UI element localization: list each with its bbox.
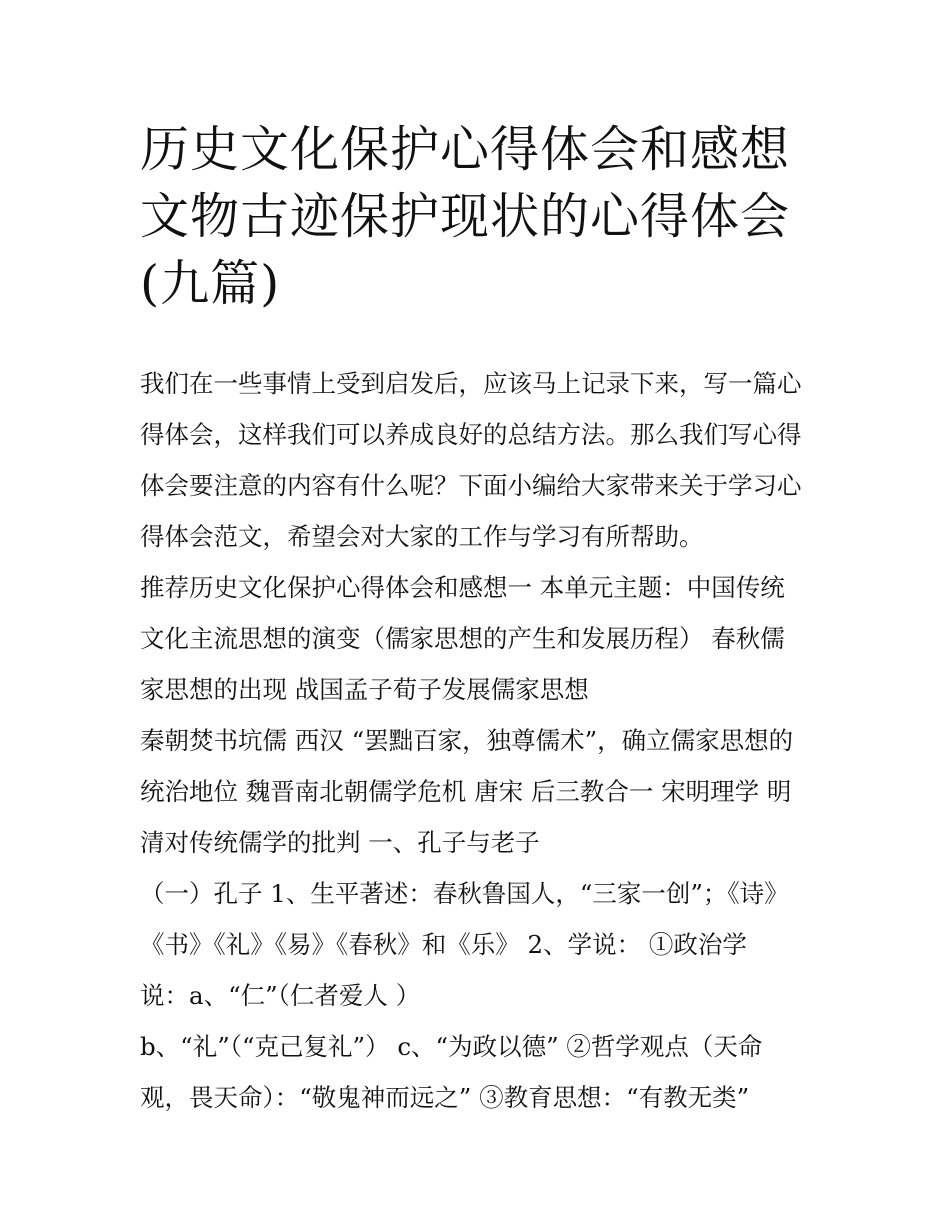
- body-line: 得体会范文，希望会对大家的工作与学习有所帮助。: [140, 522, 704, 551]
- body-line: 观，畏天命）：“敬鬼神而远之” ③教育思想：“有教无类”: [140, 1083, 750, 1112]
- title-line-1: 历史文化保护心得体会和感想: [140, 121, 791, 178]
- body-line: 体会要注意的内容有什么呢？下面小编给大家带来关于学习心: [140, 471, 802, 500]
- document-title: [140, 116, 820, 317]
- body-line: （一）孔子 1、生平著述：春秋鲁国人，“三家一创”；《诗》: [140, 879, 789, 908]
- title-line-2: 文物古迹保护现状的心得体会: [140, 188, 791, 245]
- body-line: 统治地位 魏晋南北朝儒学危机 唐宋 后三教合一 宋明理学 明: [140, 777, 792, 806]
- body-line: 《书》《礼》《易》《春秋》和《乐》 2、学说： ①政治学: [140, 930, 747, 959]
- body-line: 我们在一些事情上受到启发后，应该马上记录下来，写一篇心: [140, 369, 802, 398]
- body-line: 文化主流思想的演变（儒家思想的产生和发展历程） 春秋儒: [140, 624, 785, 653]
- body-line: 推荐历史文化保护心得体会和感想一 本单元主题：中国传统: [140, 573, 785, 602]
- document-body: [140, 358, 820, 1123]
- body-line: 清对传统儒学的批判 一、孔子与老子: [140, 828, 540, 857]
- body-line: 得体会，这样我们可以养成良好的总结方法。那么我们写心得: [140, 420, 802, 449]
- body-line: b、“礼”（“克己复礼”） c、“为政以德” ②哲学观点（天命: [140, 1032, 763, 1061]
- body-line: 秦朝焚书坑儒 西汉 “罢黜百家，独尊儒术”，确立儒家思想的: [140, 726, 794, 755]
- title-line-3: (九篇): [140, 255, 281, 312]
- body-line: 说：a、“仁”（仁者爱人 ）: [140, 981, 421, 1010]
- body-line: 家思想的出现 战国孟子荀子发展儒家思想: [140, 675, 589, 704]
